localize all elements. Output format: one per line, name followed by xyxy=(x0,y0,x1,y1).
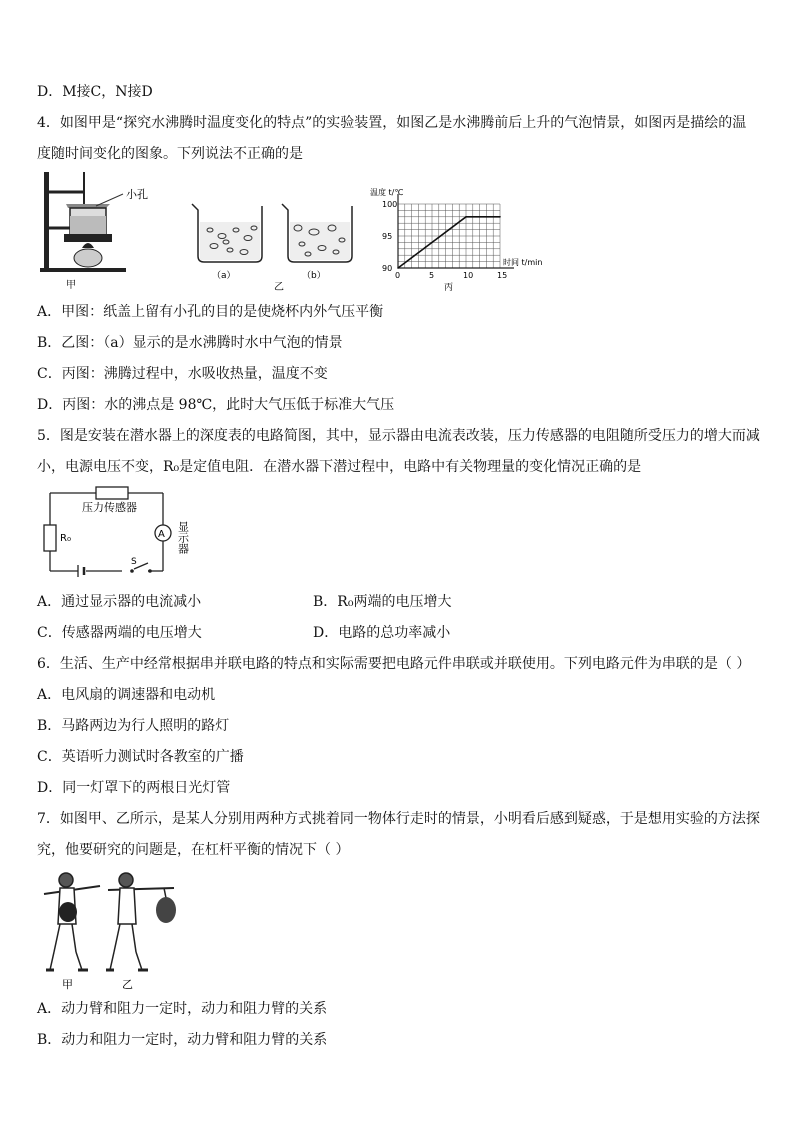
graph-ylabel: 温度 t/℃ xyxy=(370,188,404,197)
q5-option-a: A．通过显示器的电流减小 xyxy=(37,594,202,610)
person-jia xyxy=(44,873,100,970)
q4-option-c: C．丙图：沸腾过程中，水吸收热量，温度不变 xyxy=(37,366,328,382)
hole-label: 小孔 xyxy=(126,188,148,201)
ammeter-label: A xyxy=(158,529,165,540)
switch-label: S xyxy=(131,557,137,567)
q4-option-d: D．丙图：水的沸点是 98℃，此时大气压低于标准大气压 xyxy=(37,397,395,413)
label-beaker-a: （a） xyxy=(212,271,236,281)
q4-figure-jia xyxy=(38,172,168,294)
resistor-label: R₀ xyxy=(60,533,71,544)
x-tick-label: 0 xyxy=(395,271,401,280)
data-point xyxy=(499,216,501,218)
x-tick-label: 5 xyxy=(429,271,435,280)
q6-option-a: A．电风扇的调速器和电动机 xyxy=(37,687,216,703)
data-point xyxy=(397,267,399,269)
resistor-r0 xyxy=(44,525,56,551)
q5-stem-line2: 小，电源电压不变，R₀是定值电阻．在潜水器下潜过程中，电路中有关物理量的变化情况正确的是 xyxy=(37,459,642,475)
q4-stem-line2: 度随时间变化的图象。下列说法不正确的是 xyxy=(37,146,303,162)
stand-base xyxy=(40,268,126,272)
y-tick-label: 100 xyxy=(382,200,398,209)
q7-option-b: B．动力和阻力一定时，动力臂和阻力臂的关系 xyxy=(37,1032,328,1048)
label-bing: 丙 xyxy=(444,283,454,293)
stand-rod xyxy=(44,172,49,270)
wire-gauze xyxy=(64,234,112,242)
q5-option-c: C．传感器两端的电压增大 xyxy=(37,625,202,641)
label-jia: 甲 xyxy=(66,280,76,291)
alcohol-lamp xyxy=(74,249,102,267)
q6-stem: 6．生活、生产中经常根据串并联电路的特点和实际需要把电路元件串联或并联使用。下列电路元件为串联的是（ ） xyxy=(37,656,751,672)
q5-option-b: B．R₀两端的电压增大 xyxy=(313,594,452,610)
q7-figure-people xyxy=(42,868,182,993)
q7-option-a: A．动力臂和阻力一定时，动力和阻力臂的关系 xyxy=(37,1001,328,1017)
q6-option-c: C．英语听力测试时各教室的广播 xyxy=(37,749,244,765)
x-tick-label: 10 xyxy=(463,271,474,280)
q4-option-b: B．乙图：（a）显示的是水沸腾时水中气泡的情景 xyxy=(37,335,343,351)
label-yi: 乙 xyxy=(122,978,133,991)
graph-xlabel: 时间 t/min xyxy=(503,258,543,267)
q3-option-d: D．M接C，N接D xyxy=(37,84,153,100)
q6-option-d: D．同一灯罩下的两根日光灯管 xyxy=(37,780,231,796)
y-tick-label: 90 xyxy=(382,264,393,273)
y-tick-label: 95 xyxy=(382,232,393,241)
bundle-yi xyxy=(156,897,176,923)
label-jia: 甲 xyxy=(62,978,73,991)
q5-option-d: D．电路的总功率减小 xyxy=(313,625,451,641)
data-point xyxy=(465,216,467,218)
x-tick-label: 15 xyxy=(497,271,508,280)
q5-stem-line1: 5．图是安装在潜水器上的深度表的电路简图，其中，显示器由电流表改装，压力传感器的电阻随所受压力的增大而减 xyxy=(37,428,760,444)
q4-figure-bing xyxy=(368,184,558,294)
q5-circuit-diagram xyxy=(38,483,208,578)
q4-figure-yi xyxy=(190,200,370,292)
label-yi: 乙 xyxy=(274,282,284,292)
sensor-label: 压力传感器 xyxy=(82,501,137,514)
q6-option-b: B．马路两边为行人照明的路灯 xyxy=(37,718,230,734)
display-label: 显示器 xyxy=(176,521,190,554)
q4-stem-line1: 4．如图甲是“探究水沸腾时温度变化的特点”的实验装置，如图乙是水沸腾前后上升的气泡情景，如图丙是描绘的温 xyxy=(37,115,747,131)
q7-stem-line1: 7．如图甲、乙所示，是某人分别用两种方式挑着同一物体行走时的情景，小明看后感到疑惑，于是想用实验的方法探 xyxy=(37,811,760,827)
bundle-jia xyxy=(59,902,77,922)
q4-option-a: A．甲图：纸盖上留有小孔的目的是使烧杯内外气压平衡 xyxy=(37,304,384,320)
pressure-sensor xyxy=(96,487,128,499)
q7-stem-line2: 究，他要研究的问题是，在杠杆平衡的情况下（ ） xyxy=(37,842,350,858)
label-beaker-b: （b） xyxy=(302,271,326,281)
